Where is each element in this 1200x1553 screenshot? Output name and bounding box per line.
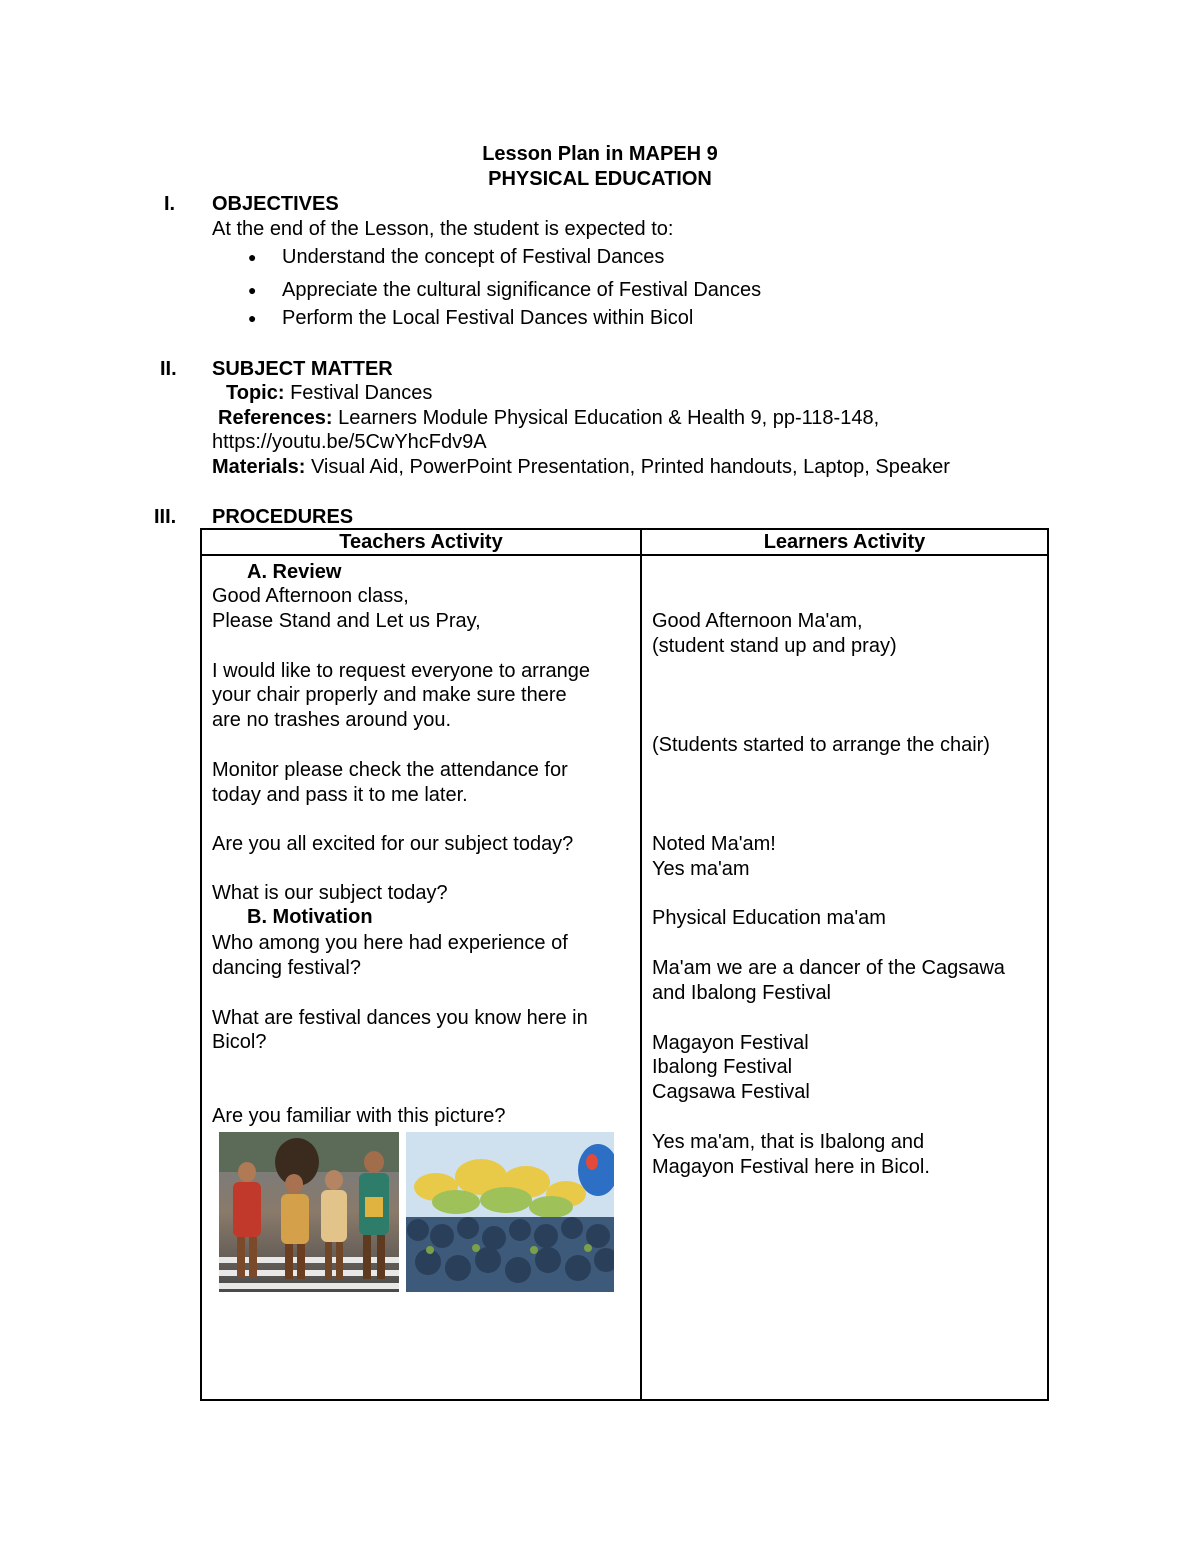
bullet-icon: ● [248, 249, 257, 265]
learner-line: Yes ma'am, that is Ibalong and [652, 1131, 925, 1153]
materials-line [212, 455, 950, 479]
motivation-heading: B. Motivation [247, 906, 373, 928]
objective-item: Perform the Local Festival Dances within Bicol [282, 307, 694, 329]
teacher-line: Are you familiar with this picture? [212, 1105, 506, 1127]
learner-line: Cagsawa Festival [652, 1081, 810, 1103]
teacher-line: Who among you here had experience of [212, 932, 568, 954]
objective-item: Understand the concept of Festival Dances [282, 246, 665, 268]
learner-line: (Students started to arrange the chair) [652, 734, 990, 756]
festival-parade-photo [406, 1132, 614, 1292]
teacher-line: are no trashes around you. [212, 709, 452, 731]
teacher-line: What are festival dances you know here in [212, 1007, 588, 1029]
learner-line: Ma'am we are a dancer of the Cagsawa [652, 957, 1005, 979]
section-heading-objectives: OBJECTIVES [212, 193, 339, 215]
teacher-line: dancing festival? [212, 957, 361, 979]
teacher-line: What is our subject today? [212, 882, 448, 904]
section-heading-procedures: PROCEDURES [212, 506, 354, 528]
materials-value: Visual Aid, PowerPoint Presentation, Printed handouts, Laptop, Speaker [310, 456, 950, 478]
table-row [201, 555, 1048, 1400]
topic-value: Festival Dances [290, 382, 433, 404]
festival-parade-image [406, 1132, 614, 1292]
teacher-line: I would like to request everyone to arrange [212, 660, 590, 682]
table-header-row [201, 529, 1048, 555]
festival-dancers-image [219, 1132, 399, 1292]
teacher-line: Good Afternoon class, [212, 585, 409, 607]
section-number-objectives: I. [164, 193, 176, 215]
topic-label: Topic: [226, 382, 285, 404]
learner-line: Magayon Festival [652, 1032, 809, 1054]
section-number-procedures: III. [154, 506, 177, 528]
references-value: Learners Module Physical Education & Health 9, pp-118-148, [338, 407, 880, 429]
review-heading: A. Review [247, 561, 342, 583]
learner-line: and Ibalong Festival [652, 982, 832, 1004]
references-line [218, 406, 879, 430]
teacher-line: today and pass it to me later. [212, 784, 468, 806]
learners-activity-cell [641, 555, 1048, 1400]
learners-activity-header: Learners Activity [641, 529, 1048, 555]
learner-line: Noted Ma'am! [652, 833, 776, 855]
bullet-icon: ● [248, 310, 257, 326]
teacher-line: Please Stand and Let us Pray, [212, 610, 481, 632]
page-subtitle: PHYSICAL EDUCATION [488, 168, 712, 190]
teacher-line: Monitor please check the attendance for [212, 759, 568, 781]
learner-line: Magayon Festival here in Bicol. [652, 1156, 930, 1178]
teacher-line: your chair properly and make sure there [212, 684, 567, 706]
learner-line: Ibalong Festival [652, 1056, 793, 1078]
objective-item: Appreciate the cultural significance of Festival Dances [282, 279, 762, 301]
page-title: Lesson Plan in MAPEH 9 [482, 143, 718, 165]
bullet-icon: ● [248, 282, 257, 298]
references-url[interactable]: https://youtu.be/5CwYhcFdv9A [212, 431, 487, 453]
learner-line: (student stand up and pray) [652, 635, 897, 657]
topic-line [226, 381, 432, 405]
festival-dancers-photo [219, 1132, 399, 1292]
teachers-activity-cell [201, 555, 641, 1400]
objectives-intro: At the end of the Lesson, the student is expected to: [212, 218, 674, 240]
section-number-subject-matter: II. [160, 358, 177, 380]
teacher-line: Bicol? [212, 1031, 267, 1053]
references-label: References: [218, 407, 333, 429]
learner-line: Yes ma'am [652, 858, 750, 880]
teachers-activity-header: Teachers Activity [201, 529, 641, 555]
learner-line: Good Afternoon Ma'am, [652, 610, 863, 632]
learner-line: Physical Education ma'am [652, 907, 886, 929]
teacher-line: Are you all excited for our subject today? [212, 833, 574, 855]
materials-label: Materials: [212, 456, 306, 478]
procedures-table [200, 528, 1049, 1401]
section-heading-subject-matter: SUBJECT MATTER [212, 358, 393, 380]
